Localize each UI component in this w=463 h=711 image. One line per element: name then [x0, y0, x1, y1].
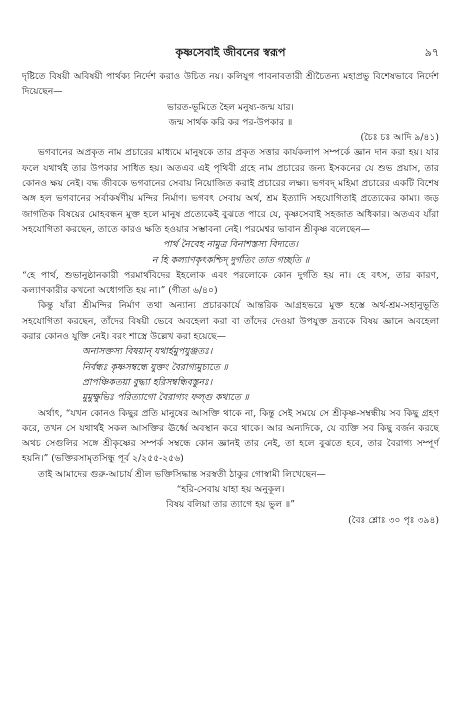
paragraph-4: কিন্তু যাঁরা শ্রীমন্দির নির্মাণ তথা অন্যান্য প্রচারকার্যে আন্তরিক আগ্রহভরে মুক্ত হস্তে অর্থ-শ্রম-সহানুভূতি সহযোগিতা করছেন, তাঁদের বিষয়ী ভেবে অবহেলা করা বা তাঁদের দেওয়া উপযুক্ত দ্রব্যকে বিষয় জ্ঞানে অবহেলা করার কোনও যুক্তি নেই। বরং শাস্ত্রে উল্লেখ করা হয়েছে— [22, 300, 439, 343]
paragraph-2: ভগবানের অপ্রকৃত নাম প্রচারের মাধ্যমে মানুষকে তার প্রকৃত সত্তার কার্যকলাপ সম্পর্কে জ্ঞান দান করা হয়। যার ফলে যথার্থই তার উপকার সাধিত হয়। অতএব এই পৃথিবী গ্রহে নাম প্রচারের জন্য ইসকনের যে শুভ প্রয়াস, তার কোনও ক্ষয় নেই। বদ্ধ জীবকে ভগবানের সেবায় নিয়োজিত করাই প্রচারের লক্ষ্য। ভগবদ্ মহিমা প্রচারের একটি বিশেষ অঙ্গ হল ভগবানের সর্বাকর্ষণীয় মন্দির নির্মাণ। ভগবৎ সেবায় অর্থ, শ্রম ইত্যাদি সহযোগিতাই প্রত্যেকের কাম্য। জড় জাগতিক বিষয়ের মোহবন্ধন মুক্ত হলে মানুষ প্রত্যেকেই বুঝতে পারে যে, কৃষ্ণসেবাই সহজাত অধিকার। অতএব যাঁরা সহযোগিতা করছেন, তাতে কারও ক্ষতি হওয়ার সম্ভাবনা নেই। পরমেশ্বর ভাবান শ্রীকৃষ্ণ বলেছেন— [22, 147, 439, 235]
verse-2-line-1: পার্থ নৈবেহ নামুত্র বিনাশস্তস্য বিদ্যতে। [162, 239, 299, 251]
page-header [22, 44, 439, 60]
verse-3-line-4: মুমুক্ষুভিঃ পরিত্যাগো বৈরাগ্যং ফল্গু কথ্যতে ॥ [82, 392, 249, 404]
verse-3-line-3: প্রাপঞ্চিকতয়া বুদ্ধ্যা হরিসম্বন্ধিবস্তুনঃ। [82, 376, 213, 388]
verse-3-line-2: নির্বন্ধঃ কৃষ্ণসম্বন্ধে যুক্তং বৈরাগ্যমুচ্যতে ॥ [82, 361, 228, 373]
paragraph-6: তাই আমাদের গুরু-আচার্য শ্রীল ভক্তিসিদ্ধান্ত সরস্বতী ঠাকুর গোস্বামী লিখেছেন— [38, 468, 326, 480]
reference-1: (চৈঃ চঃ আদি ৯/৪১) [360, 132, 439, 144]
verse-2-line-2: ন হি কল্যাণকৃৎকশ্চিদ্ দুর্গতিং তাত গচ্ছতি ॥ [151, 254, 310, 266]
verse-1-line-2: জন্ম সার্থক করি কর পর-উপকার ॥ [168, 116, 293, 128]
verse-4-line-2: বিষয় বলিয়া তার ত্যাগে হয় ভুল ॥” [166, 499, 295, 511]
page-body [22, 69, 439, 528]
paragraph-1: দৃষ্টিতে বিষয়ী অবিষয়ী পার্থক্য নির্দেশ করাও উচিত নয়। কলিযুগ পাবনাবতারী শ্রীচৈতন্য মহাপ্রভু বিশেষভাবে নির্দেশ দিয়েছেন— [22, 71, 439, 98]
verse-3-block [82, 344, 439, 405]
verse-3-line-1: অনাসক্তস্য বিষয়ান্ যথার্হমুপযুঞ্জতঃ। [82, 346, 213, 358]
running-title: কৃষ্ণসেবাই জীবনের স্বরূপ [175, 46, 286, 59]
verse-1-line-1: ভারত-ভূমিতে হৈল মনুষ্য-জন্ম যার। [167, 101, 294, 113]
page-number: ৯৭ [424, 46, 439, 59]
paragraph-3: “হে পার্থ, শুভানুষ্ঠানকারী পরমার্থবিদের ইহলোক এবং পরলোকে কোন দুর্গতি হয় না। হে বৎস, তার কারণ, কল্যাণকারীর কখনো অধোগতি হয় না।” (গীতা ৬/৪০) [22, 269, 439, 297]
reference-4: (বৈঃ শ্লোঃ ৩০ পৃঃ ৩৯৪) [348, 514, 439, 526]
paragraph-5: অর্থাৎ, “যখন কোনও কিছুর প্রতি মানুষের আসক্তি থাকে না, কিন্তু সেই সময়ে সে শ্রীকৃষ্ণ-সম্বন্ধীয় সব কিছু গ্রহণ করে, তখন সে যথার্থই সকল আসক্তির ঊর্ধ্বে অবস্থান করে থাকে। আর অন্যদিকে, যে ব্যক্তি সব কিছু বর্জন করছে অথচ সেগুলির সঙ্গে শ্রীকৃষ্ণের সম্পর্ক সম্বন্ধে কোন জ্ঞানই তার নেই, তা হলে বুঝতে হবে, তার বৈরাগ্য সম্পূর্ণ হয়নি।” (ভক্তিরসামৃতসিন্ধু পূর্ব ২/২৫৫-২৫৬) [22, 407, 439, 465]
verse-4-line-1: “হরি-সেবায় যাহা হয় অনুকূল। [176, 484, 285, 496]
